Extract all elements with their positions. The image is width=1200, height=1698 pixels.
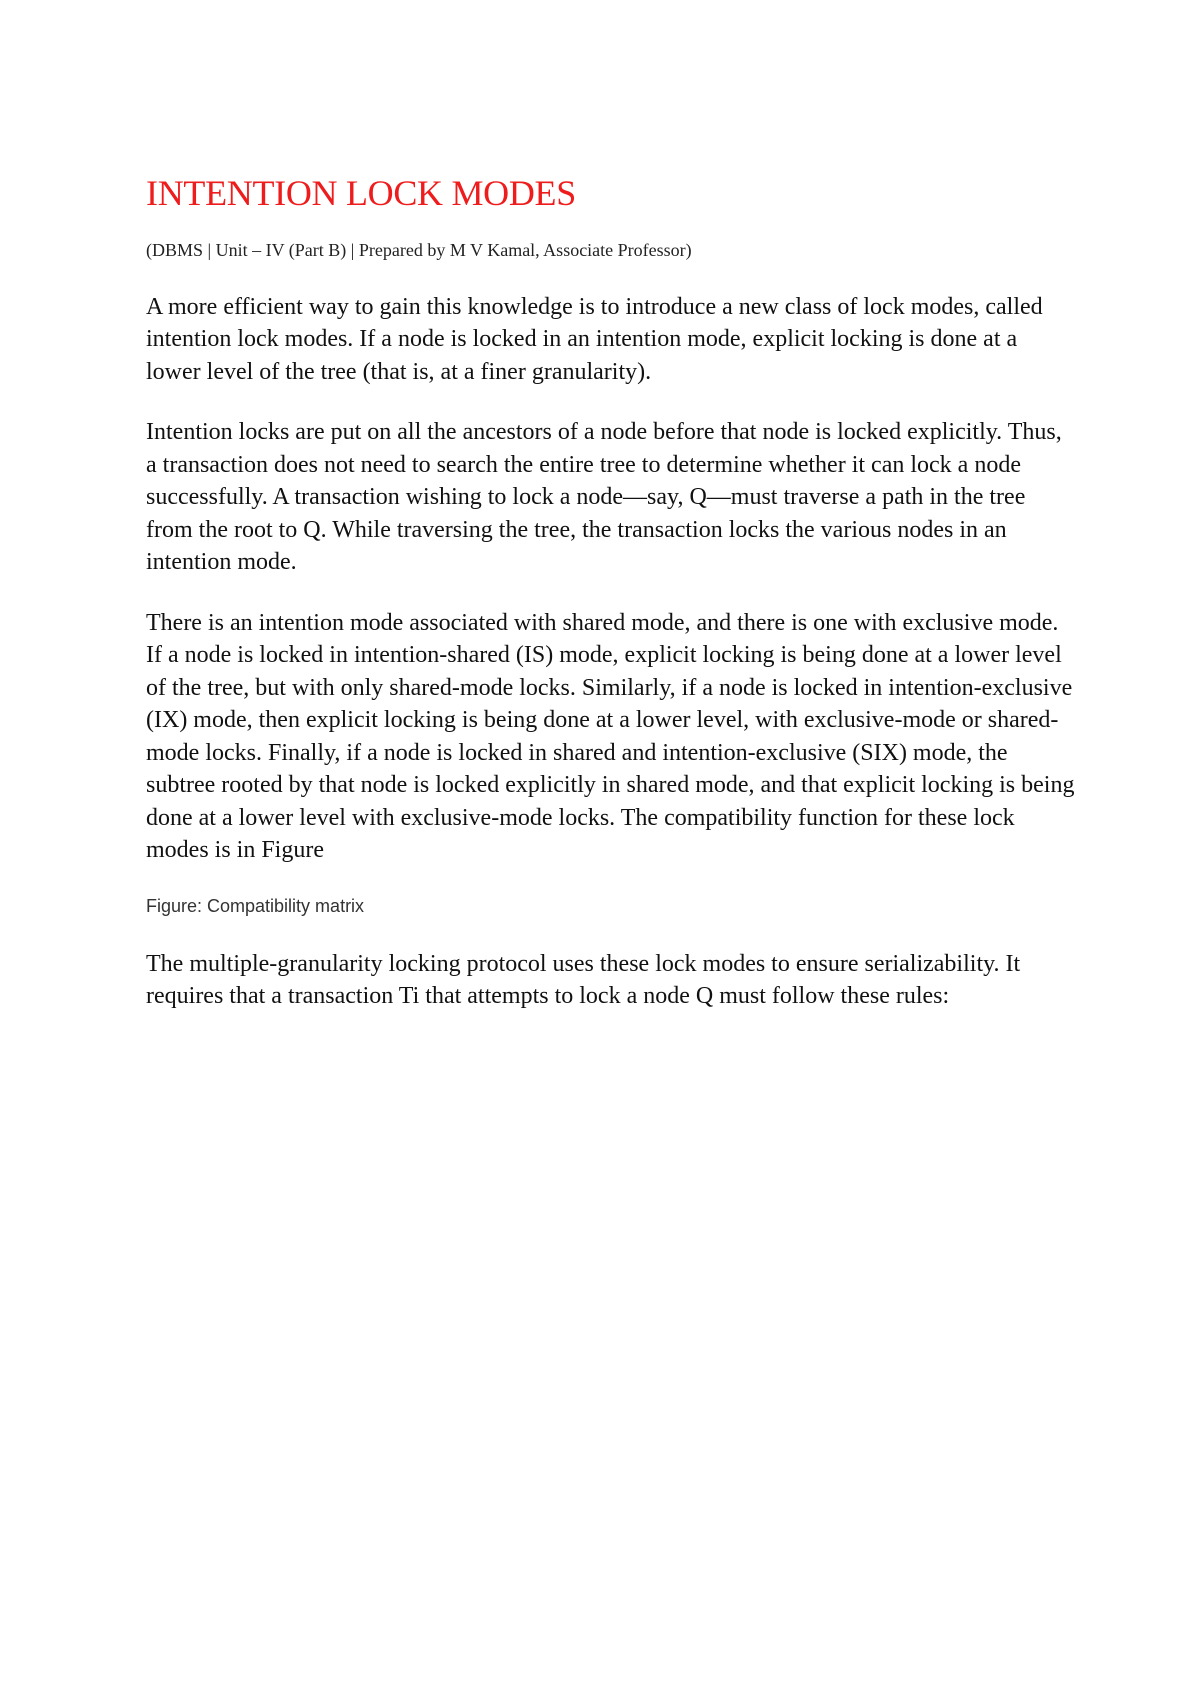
document-subtitle: (DBMS | Unit – IV (Part B) | Prepared by M V Kamal, Associate Professor) [146, 240, 692, 261]
figure-caption: Figure: Compatibility matrix [146, 895, 365, 916]
paragraph-protocol: The multiple-granularity locking protocol uses these lock modes to ensure serializability. It requires that a transaction Ti that attempts to lock a node Q must follow these rules: [146, 950, 1021, 1010]
document-content [146, 172, 1076, 1041]
paragraph-intention-locks: Intention locks are put on all the ancestors of a node before that node is locked explicitly. Thus, a transaction does not need to search the entire tree to determine whether it can lock a node successfully. A transaction wishing to lock a node—say, Q—must traverse a path in the tree from the root to Q. While traversing the tree, the transaction locks the various nodes in an intention mode. [146, 419, 1062, 576]
paragraph-lock-modes: There is an intention mode associated with shared mode, and there is one with exclusive mode. If a node is locked in intention-shared (IS) mode, explicit locking is being done at a lower level of the tree, but with only shared-mode locks. Similarly, if a node is locked in intention-exclusive (IX) mode, then explicit locking is being done at a lower level, with exclusive-mode or shared-mode locks. Finally, if a node is locked in shared and intention-exclusive (SIX) mode, the subtree rooted by that node is locked explicitly in shared mode, and that explicit locking is being done at a lower level with exclusive-mode locks. The compatibility function for these lock modes is in Figure [146, 609, 1075, 864]
paragraph-intro: A more efficient way to gain this knowledge is to introduce a new class of lock modes, called intention lock modes. If a node is locked in an intention mode, explicit locking is done at a lower level of the tree (that is, at a finer granularity). [146, 293, 1043, 385]
page-title: INTENTION LOCK MODES [146, 173, 576, 213]
